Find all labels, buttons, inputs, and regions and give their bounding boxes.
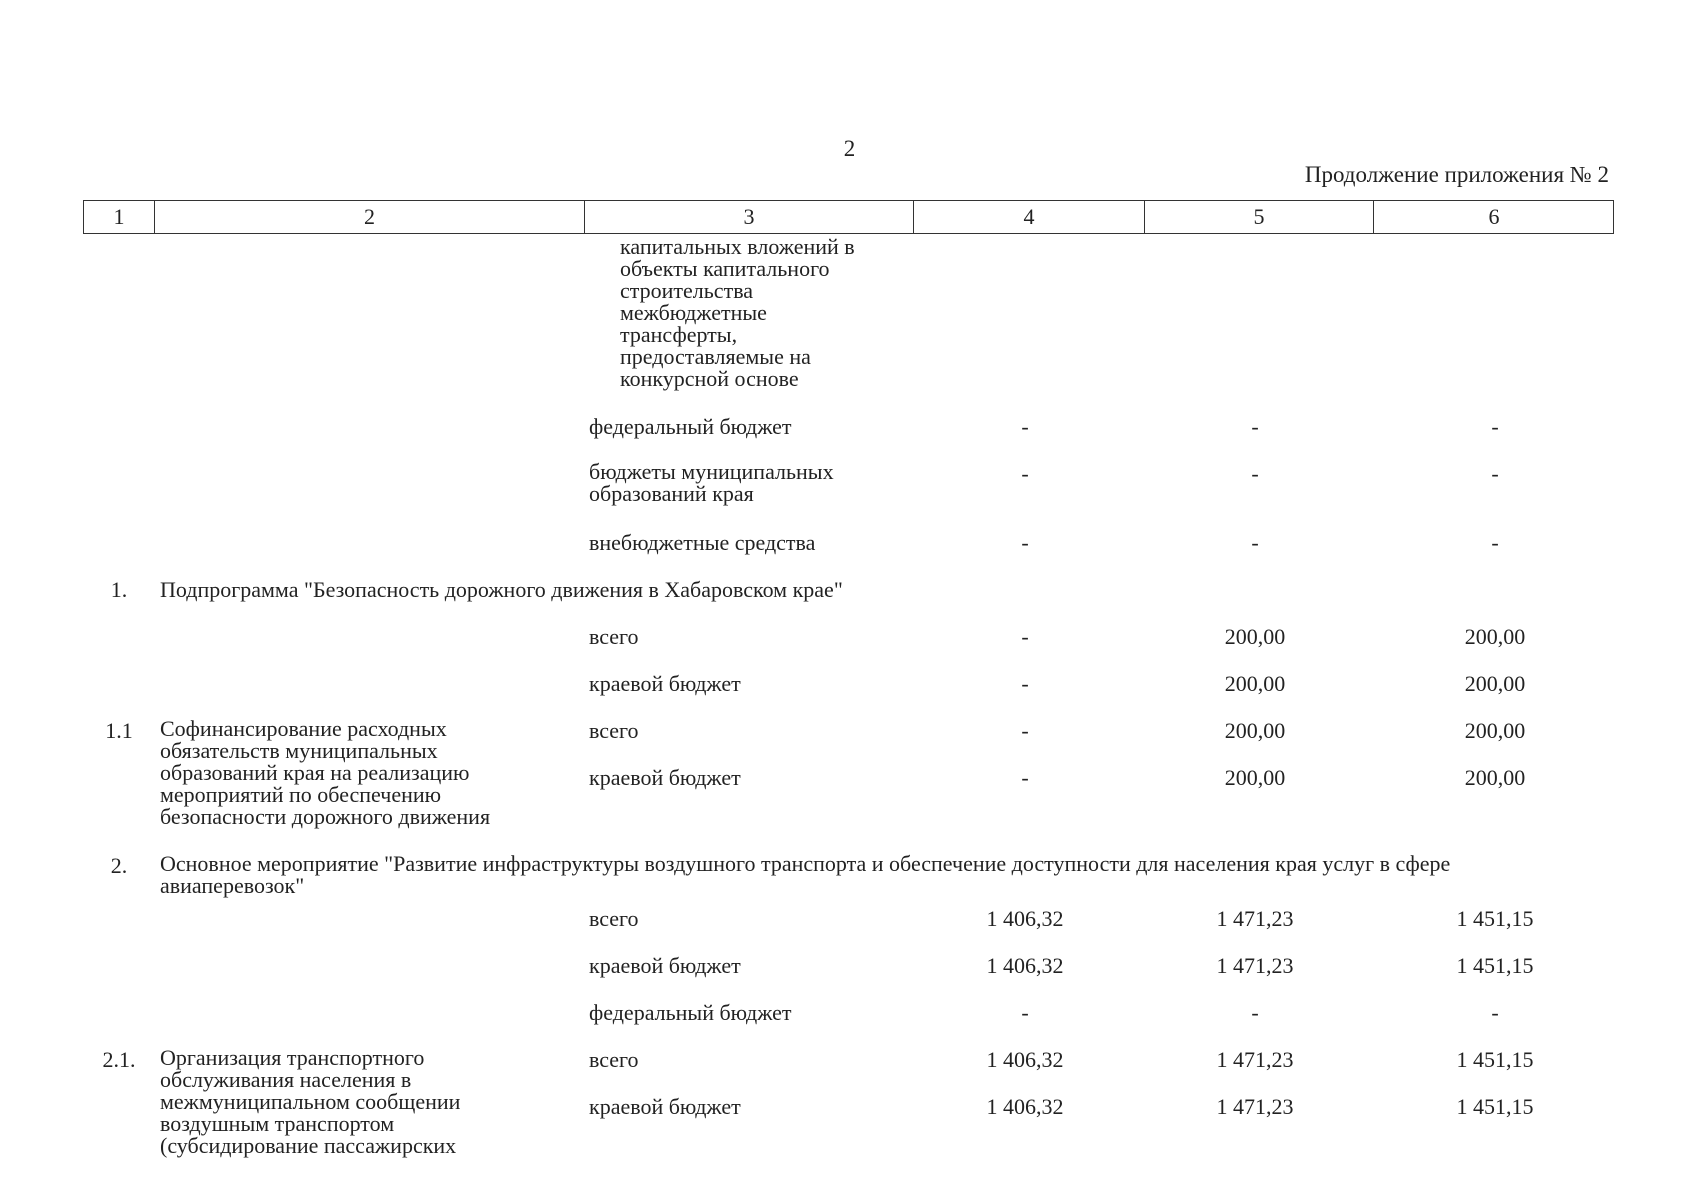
carryover-source-text xyxy=(620,236,855,390)
value-col-4: 1 406,32 xyxy=(986,906,1064,931)
funding-source-line: образований края xyxy=(589,481,754,506)
value-col-5: 200,00 xyxy=(1224,624,1286,649)
value-col-5: 1 471,23 xyxy=(1216,906,1294,931)
section-title: Подпрограмма "Безопасность дорожного движения в Хабаровском крае" xyxy=(160,577,843,602)
measure-name-line: образований края на реализацию xyxy=(160,760,470,785)
funding-source: краевой бюджет xyxy=(589,671,741,696)
funding-source: всего xyxy=(589,1047,639,1072)
value-col-6: - xyxy=(1491,461,1499,486)
value-col-5: - xyxy=(1251,1000,1259,1025)
value-col-4: - xyxy=(1021,765,1029,790)
value-col-6: - xyxy=(1491,1000,1499,1025)
value-col-4: 1 406,32 xyxy=(986,1094,1064,1119)
measure-name-line: обязательств муниципальных xyxy=(160,738,438,763)
carryover-line: объекты капитального xyxy=(620,256,830,281)
measure-name-line: безопасности дорожного движения xyxy=(160,804,491,829)
header-col-2: 2 xyxy=(155,201,585,233)
value-col-6: - xyxy=(1491,530,1499,555)
funding-source: краевой бюджет xyxy=(589,953,741,978)
carryover-line: конкурсной основе xyxy=(620,366,799,391)
funding-source: внебюджетные средства xyxy=(589,530,816,555)
value-col-5: 200,00 xyxy=(1224,671,1286,696)
measure-name-line: обслуживания населения в xyxy=(160,1067,412,1092)
carryover-line: строительства xyxy=(620,278,754,303)
funding-source: всего xyxy=(589,906,639,931)
carryover-line: капитальных вложений в xyxy=(620,234,855,259)
value-col-6: 1 451,15 xyxy=(1456,1047,1534,1072)
value-col-4: 1 406,32 xyxy=(986,953,1064,978)
section-number: 2.1. xyxy=(102,1047,136,1072)
value-col-6: 200,00 xyxy=(1464,718,1526,743)
value-col-4: 1 406,32 xyxy=(986,1047,1064,1072)
value-col-5: 1 471,23 xyxy=(1216,1094,1294,1119)
continuation-label: Продолжение приложения № 2 xyxy=(1304,162,1609,187)
section-title-line: Основное мероприятие "Развитие инфраструктуры воздушного транспорта и обеспечение доступности для населения края услуг в сфере xyxy=(160,851,1451,876)
carryover-line: трансферты, xyxy=(620,322,738,347)
value-col-6: - xyxy=(1491,414,1499,439)
funding-source: всего xyxy=(589,624,639,649)
value-col-5: 200,00 xyxy=(1224,718,1286,743)
funding-source xyxy=(589,461,834,505)
header-col-5: 5 xyxy=(1145,201,1374,233)
value-col-6: 1 451,15 xyxy=(1456,953,1534,978)
funding-source: всего xyxy=(589,718,639,743)
section-number: 1.1 xyxy=(105,718,133,743)
value-col-6: 200,00 xyxy=(1464,624,1526,649)
funding-source: федеральный бюджет xyxy=(589,414,792,439)
value-col-4: - xyxy=(1021,1000,1029,1025)
funding-source-line: бюджеты муниципальных xyxy=(589,459,834,484)
measure-name-line: Организация транспортного xyxy=(160,1045,425,1070)
funding-source: федеральный бюджет xyxy=(589,1000,792,1025)
value-col-6: 200,00 xyxy=(1464,671,1526,696)
value-col-4: - xyxy=(1021,718,1029,743)
section-title-line: авиаперевозок" xyxy=(160,873,305,898)
header-col-1: 1 xyxy=(84,201,155,233)
header-col-6: 6 xyxy=(1488,204,1500,229)
carryover-line: межбюджетные xyxy=(620,300,767,325)
measure-name-line: мероприятий по обеспечению xyxy=(160,782,442,807)
measure-name-line: Софинансирование расходных xyxy=(160,716,447,741)
section-number: 1. xyxy=(110,577,128,602)
measure-name-line: воздушным транспортом xyxy=(160,1111,395,1136)
value-col-5: - xyxy=(1251,530,1259,555)
funding-source: краевой бюджет xyxy=(589,765,741,790)
measure-name-line: межмуниципальном сообщении xyxy=(160,1089,461,1114)
value-col-4: - xyxy=(1021,624,1029,649)
header-col-3: 3 xyxy=(585,201,914,233)
value-col-5: - xyxy=(1251,414,1259,439)
value-col-4: - xyxy=(1021,671,1029,696)
carryover-line: предоставляемые на xyxy=(620,344,811,369)
value-col-4: - xyxy=(1021,530,1029,555)
value-col-4: - xyxy=(1021,461,1029,486)
header-col-4: 4 xyxy=(914,201,1145,233)
value-col-4: - xyxy=(1021,414,1029,439)
value-col-5: 1 471,23 xyxy=(1216,1047,1294,1072)
measure-name-line: (субсидирование пассажирских xyxy=(160,1133,457,1158)
section-title xyxy=(160,853,1450,897)
measure-name xyxy=(160,718,490,828)
page-number: 2 xyxy=(843,136,856,161)
value-col-6: 200,00 xyxy=(1464,765,1526,790)
value-col-5: - xyxy=(1251,461,1259,486)
value-col-6: 1 451,15 xyxy=(1456,1094,1534,1119)
section-number: 2. xyxy=(110,853,128,878)
funding-source: краевой бюджет xyxy=(589,1094,741,1119)
table-header xyxy=(83,200,1614,234)
value-col-5: 200,00 xyxy=(1224,765,1286,790)
value-col-6: 1 451,15 xyxy=(1456,906,1534,931)
value-col-5: 1 471,23 xyxy=(1216,953,1294,978)
measure-name xyxy=(160,1047,460,1157)
